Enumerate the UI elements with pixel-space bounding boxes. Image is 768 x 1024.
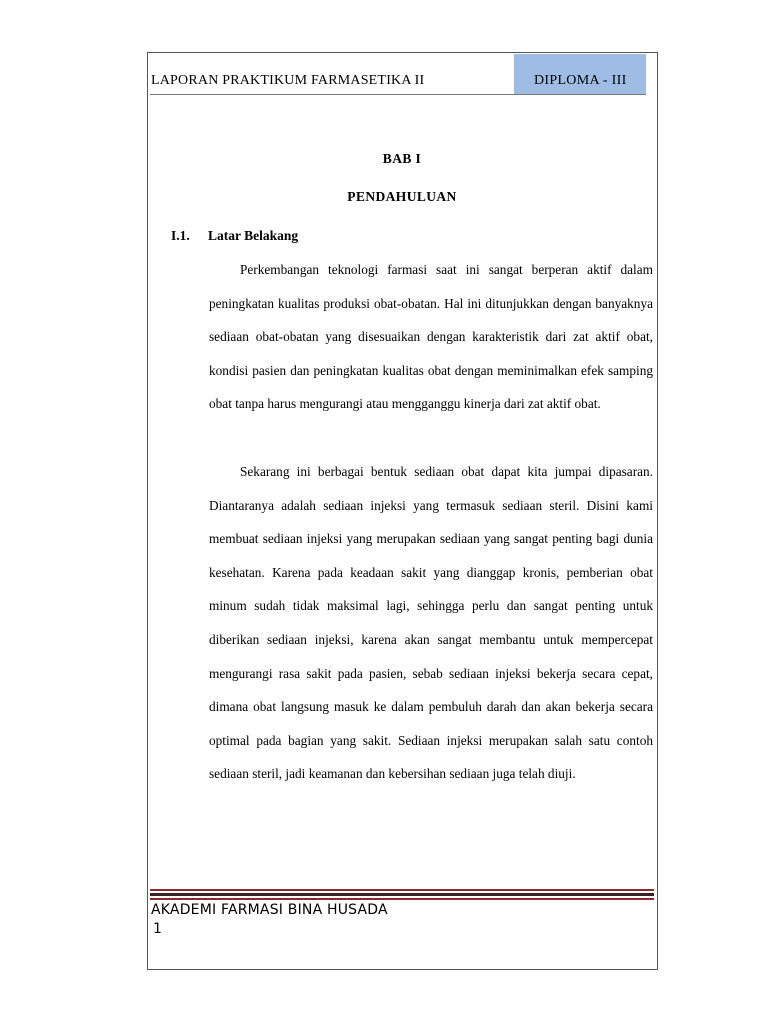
footer-rule-middle <box>150 893 654 896</box>
footer-rule-bottom <box>150 898 654 900</box>
header-title: LAPORAN PRAKTIKUM FARMASETIKA II <box>151 73 425 88</box>
header-program-box <box>514 54 646 94</box>
header-program-label: DIPLOMA - III <box>534 73 627 88</box>
header-divider <box>150 94 646 95</box>
section-title: Latar Belakang <box>208 228 299 243</box>
paragraph-2: Sekarang ini berbagai bentuk sediaan obat dapat kita jumpai dipasaran. Diantaranya adalah sediaan injeksi yang termasuk sediaan steril. Disini kami membuat sediaan injeksi yang merupakan sediaan yang sangat penting bagi dunia kesehatan. Karena pada keadaan sakit yang dianggap kronis, pemberian obat minum sudah tidak maksimal lagi, sehingga perlu dan sangat penting untuk diberikan sediaan injeksi, karena akan sangat membantu untuk mempercepat mengurangi rasa sakit pada pasien, sebab sediaan injeksi bekerja secara cepat, dimana obat langsung masuk ke dalam pembuluh darah dan akan bekerja secara optimal pada bagian yang sakit. Sediaan injeksi merupakan salah satu contoh sediaan steril, jadi keamanan dan kebersihan sediaan juga telah diuji. <box>209 464 653 782</box>
footer-institution: AKADEMI FARMASI BINA HUSADA <box>151 902 388 918</box>
page-number: 1 <box>153 921 162 937</box>
section-number: I.1. <box>171 228 190 243</box>
chapter-number: BAB I <box>382 151 422 166</box>
footer-rule-top <box>150 889 654 891</box>
paragraph-1: Perkembangan teknologi farmasi saat ini sangat berperan aktif dalam peningkatan kualitas produksi obat-obatan. Hal ini ditunjukkan dengan banyaknya sediaan obat-obatan yang disesuaikan dengan karakteristik dari zat aktif obat, kondisi pasien dan peningkatan kualitas obat dengan meminimalkan efek samping obat tanpa harus mengurangi atau mengganggu kinerja dari zat aktif obat. <box>209 262 653 412</box>
chapter-title: PENDAHULUAN <box>347 189 457 204</box>
